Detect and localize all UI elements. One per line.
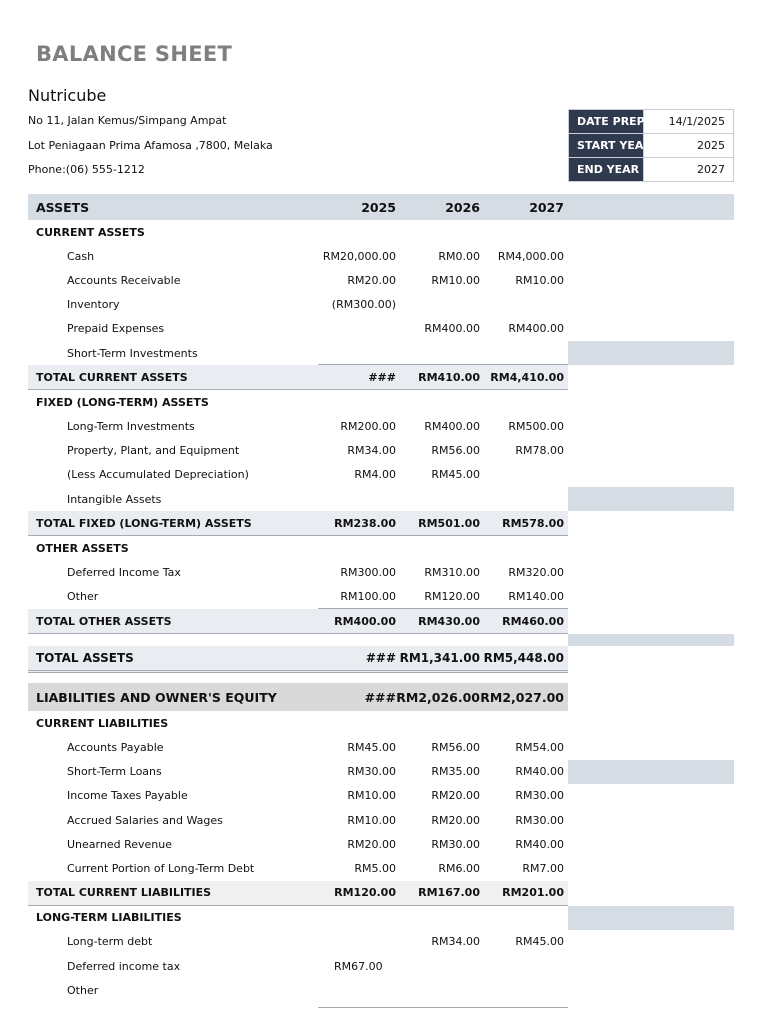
company-name: Nutricube <box>28 86 107 105</box>
address-line: No 11, Jalan Kemus/Simpang Ampat <box>28 114 227 127</box>
total-value: RM430.00 <box>418 614 480 628</box>
value-cell[interactable]: RM20.00 <box>431 789 480 803</box>
year-header: 2026 <box>445 199 480 215</box>
table-row <box>28 415 734 439</box>
value-cell[interactable]: RM30.00 <box>515 789 564 803</box>
value-cell[interactable]: RM10.00 <box>347 813 396 827</box>
assets-header: ASSETS <box>36 199 90 215</box>
spacer <box>28 673 734 683</box>
info-row-date-prepared <box>569 110 734 134</box>
table-row <box>28 293 734 317</box>
value-cell[interactable]: RM400.00 <box>508 322 564 336</box>
value-cell[interactable]: RM0.00 <box>438 249 480 263</box>
value-cell[interactable]: RM10.00 <box>347 789 396 803</box>
value-cell[interactable]: RM40.00 <box>515 765 564 779</box>
total-label: TOTAL FIXED (LONG-TERM) ASSETS <box>36 516 252 530</box>
value-cell[interactable]: RM310.00 <box>424 566 480 580</box>
header-value: RM2,027.00 <box>480 689 564 705</box>
value-cell[interactable] <box>318 487 396 511</box>
value-cell[interactable]: RM10.00 <box>431 273 480 287</box>
value-cell[interactable]: RM300.00 <box>340 566 396 580</box>
info-label: DATE PREPARED <box>569 110 644 134</box>
info-value[interactable]: 2027 <box>644 158 734 182</box>
table-row <box>28 735 734 759</box>
value-cell[interactable]: RM45.00 <box>347 740 396 754</box>
value-cell[interactable]: RM140.00 <box>508 590 564 604</box>
value-cell[interactable]: RM400.00 <box>424 322 480 336</box>
value-cell[interactable] <box>486 341 564 365</box>
total-label: TOTAL OTHER ASSETS <box>36 614 172 628</box>
side-band <box>568 341 734 365</box>
spacer <box>28 634 734 646</box>
row-label: Inventory <box>67 298 120 312</box>
table-row <box>28 856 734 880</box>
section-title-row <box>28 390 734 414</box>
section-title-row <box>28 906 734 930</box>
row-label: Cash <box>67 249 95 263</box>
value-cell[interactable]: RM6.00 <box>438 861 480 875</box>
assets-header-row <box>28 194 734 220</box>
value-cell[interactable]: (RM300.00) <box>331 298 396 312</box>
section-title: OTHER ASSETS <box>36 542 129 556</box>
total-row <box>28 365 568 390</box>
value-cell[interactable]: RM7.00 <box>522 861 564 875</box>
row-label: Property, Plant, and Equipment <box>67 444 240 458</box>
liabilities-header: LIABILITIES AND OWNER'S EQUITY <box>36 689 277 705</box>
info-value[interactable]: 14/1/2025 <box>644 110 734 134</box>
value-cell[interactable]: RM5.00 <box>354 861 396 875</box>
row-label: Accounts Receivable <box>67 273 181 287</box>
total-value: RM501.00 <box>418 516 480 530</box>
value-cell[interactable]: RM30.00 <box>515 813 564 827</box>
value-cell[interactable] <box>486 954 564 978</box>
total-value: RM410.00 <box>418 370 480 384</box>
table-row <box>28 561 734 585</box>
section-title-row <box>28 220 734 244</box>
table-row <box>28 317 734 341</box>
value-cell[interactable]: RM30.00 <box>431 837 480 851</box>
value-cell[interactable]: RM30.00 <box>347 765 396 779</box>
value-cell[interactable]: RM67.00 <box>334 959 383 973</box>
value-cell[interactable] <box>486 293 564 317</box>
row-label: Long-term debt <box>67 935 153 949</box>
row-label: Intangible Assets <box>67 492 162 506</box>
value-cell[interactable]: RM20.00 <box>347 273 396 287</box>
row-label: Deferred Income Tax <box>67 566 181 580</box>
total-label: TOTAL CURRENT ASSETS <box>36 370 188 384</box>
value-cell[interactable] <box>318 930 396 954</box>
row-label: Accrued Salaries and Wages <box>67 813 223 827</box>
year-header: 2027 <box>529 199 564 215</box>
table-row <box>28 954 734 978</box>
info-row-end-year <box>569 158 734 182</box>
info-label: END YEAR <box>569 158 644 182</box>
section-title-row <box>28 536 734 560</box>
row-label: Other <box>67 590 99 604</box>
total-label: TOTAL CURRENT LIABILITIES <box>36 886 212 900</box>
row-label: Long-Term Investments <box>67 420 195 434</box>
value-cell[interactable]: RM34.00 <box>347 444 396 458</box>
side-band <box>568 634 734 646</box>
value-cell[interactable]: RM20.00 <box>431 813 480 827</box>
value-cell[interactable]: RM20,000.00 <box>322 249 396 263</box>
total-value: RM201.00 <box>502 886 564 900</box>
grand-total-row <box>28 646 568 673</box>
side-band <box>568 487 734 511</box>
value-cell[interactable]: RM4.00 <box>354 468 396 482</box>
total-row <box>28 881 568 906</box>
section-title: CURRENT LIABILITIES <box>36 716 169 730</box>
info-label: START YEAR <box>569 134 644 158</box>
total-value: RM4,410.00 <box>490 370 564 384</box>
value-cell[interactable] <box>402 978 480 1002</box>
value-cell[interactable] <box>486 978 564 1002</box>
value-cell[interactable] <box>318 978 396 1002</box>
year-header: 2025 <box>361 199 396 215</box>
value-cell[interactable]: RM45.00 <box>431 468 480 482</box>
total-row <box>28 609 568 634</box>
row-label: (Less Accumulated Depreciation) <box>67 468 249 482</box>
header-value: ### <box>364 689 396 705</box>
balance-sheet-table <box>28 194 734 1002</box>
table-row <box>28 808 734 832</box>
header-value: RM2,026.00 <box>396 689 480 705</box>
subtotal-rule <box>318 1007 568 1008</box>
total-row <box>28 511 568 536</box>
table-row <box>28 784 734 808</box>
value-cell[interactable] <box>402 341 480 365</box>
row-label: Prepaid Expenses <box>67 322 165 336</box>
grand-total-value: RM1,341.00 <box>399 651 480 666</box>
table-row <box>28 463 734 487</box>
value-cell[interactable] <box>486 463 564 487</box>
table-row <box>28 244 734 268</box>
phone-line: Phone:(06) 555-1212 <box>28 163 145 176</box>
value-cell[interactable] <box>486 487 564 511</box>
value-cell[interactable]: RM34.00 <box>431 935 480 949</box>
section-title-row <box>28 711 734 735</box>
value-cell[interactable] <box>402 487 480 511</box>
value-cell[interactable]: RM10.00 <box>515 273 564 287</box>
value-cell[interactable]: RM320.00 <box>508 566 564 580</box>
table-row <box>28 487 734 511</box>
table-row <box>28 760 734 784</box>
info-row-start-year <box>569 134 734 158</box>
value-cell[interactable]: RM500.00 <box>508 420 564 434</box>
total-value: RM167.00 <box>418 886 480 900</box>
value-cell[interactable] <box>402 293 480 317</box>
row-label: Other <box>67 983 99 997</box>
value-cell[interactable] <box>318 317 396 341</box>
total-value: RM400.00 <box>334 614 396 628</box>
value-cell[interactable]: RM4,000.00 <box>497 249 564 263</box>
table-row <box>28 832 734 856</box>
row-label: Short-Term Investments <box>67 346 198 360</box>
value-cell[interactable]: RM56.00 <box>431 740 480 754</box>
row-label: Accounts Payable <box>67 740 164 754</box>
total-value: RM120.00 <box>334 886 396 900</box>
grand-total-label: TOTAL ASSETS <box>36 651 134 666</box>
table-row <box>28 439 734 463</box>
table-row <box>28 268 734 292</box>
total-value: RM578.00 <box>502 516 564 530</box>
value-cell[interactable] <box>402 954 480 978</box>
table-row <box>28 978 734 1002</box>
page-title: BALANCE SHEET <box>36 42 233 66</box>
row-label: Unearned Revenue <box>67 837 172 851</box>
value-cell[interactable]: RM78.00 <box>515 444 564 458</box>
address-line: Lot Peniagaan Prima Afamosa ,7800, Melaka <box>28 139 273 152</box>
value-cell[interactable]: RM400.00 <box>424 420 480 434</box>
table-row <box>28 585 734 609</box>
total-value: RM238.00 <box>334 516 396 530</box>
section-title: LONG-TERM LIABILITIES <box>36 911 182 925</box>
section-title: FIXED (LONG-TERM) ASSETS <box>36 395 209 409</box>
value-cell[interactable]: RM56.00 <box>431 444 480 458</box>
total-value: RM460.00 <box>502 614 564 628</box>
row-label: Short-Term Loans <box>67 765 162 779</box>
value-cell[interactable]: RM35.00 <box>431 765 480 779</box>
side-band <box>568 906 734 930</box>
row-label: Income Taxes Payable <box>67 789 188 803</box>
grand-total-value: RM5,448.00 <box>483 651 564 666</box>
value-cell[interactable]: RM45.00 <box>515 935 564 949</box>
section-title: CURRENT ASSETS <box>36 225 145 239</box>
value-cell[interactable]: RM100.00 <box>340 590 396 604</box>
side-band <box>568 760 734 784</box>
value-cell[interactable] <box>318 341 396 365</box>
table-row <box>28 930 734 954</box>
row-label: Deferred income tax <box>67 959 181 973</box>
grand-total-value: ### <box>365 651 396 666</box>
value-cell[interactable]: RM200.00 <box>340 420 396 434</box>
total-value: ### <box>368 370 396 384</box>
row-label: Current Portion of Long-Term Debt <box>67 861 255 875</box>
info-table <box>568 109 734 182</box>
value-cell[interactable]: RM40.00 <box>515 837 564 851</box>
value-cell[interactable]: RM20.00 <box>347 837 396 851</box>
liabilities-header-row <box>28 683 568 711</box>
info-value[interactable]: 2025 <box>644 134 734 158</box>
value-cell[interactable]: RM54.00 <box>515 740 564 754</box>
value-cell[interactable]: RM120.00 <box>424 590 480 604</box>
table-row <box>28 341 734 365</box>
